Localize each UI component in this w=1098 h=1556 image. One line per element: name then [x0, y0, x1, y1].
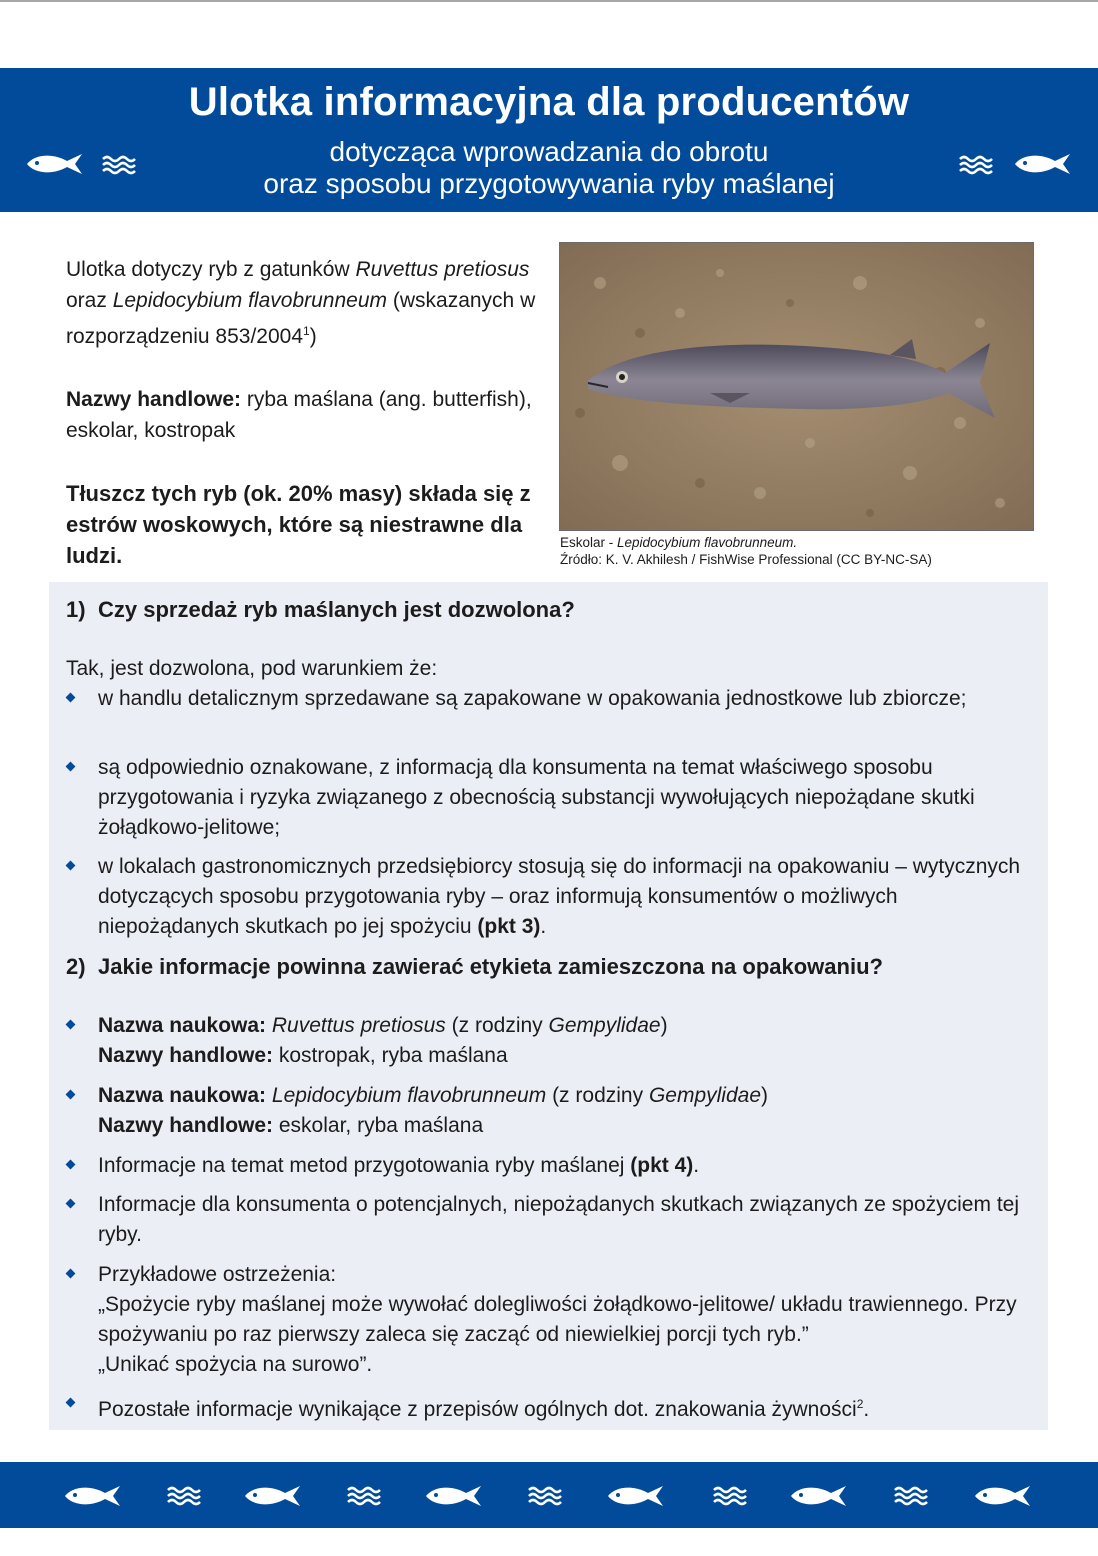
warning-quote: „Unikać spożycia na surowo”.: [98, 1353, 373, 1376]
top-rule: [0, 0, 1098, 2]
section-1-question: 1) Czy sprzedaż ryb maślanych jest dozwolona?: [66, 597, 575, 622]
intro-species-paragraph: Ulotka dotyczy ryb z gatunków Ruvettus pretiosus oraz Lepidocybium flavobrunneum (wskazanych w rozporządzeniu 853/2004$^1$): [66, 258, 536, 348]
list-item: są odpowiednio oznakowane, z informacją dla konsumenta na temat właściwego sposobu przygotowania i ryzyka związanego z obecnością substancji wywołujących niepożądane skutki żołądkowo-jelitowe;: [98, 753, 1038, 843]
wave-icon: [101, 154, 137, 176]
intro-fat-note: Tłuszcz tych ryb (ok. 20% masy) składa się z estrów woskowych, które są niestrawne dla ludzi.: [66, 481, 531, 568]
page-title: Ulotka informacyjna dla producentów: [188, 80, 910, 124]
page-subtitle-line-2: oraz sposobu przygotowywania ryby maślanej: [263, 168, 835, 199]
fish-icon: [63, 1484, 123, 1508]
wave-icon: [527, 1485, 563, 1507]
photo-caption: Eskolar - Lepidocybium flavobrunneum. Źródło: K. V. Akhilesh / FishWise Professional (CC BY-NC-SA): [560, 535, 932, 567]
list-item: Nazwa naukowa: Lepidocybium flavobrunneum (z rodziny Gempylidae) Nazwy handlowe: eskolar, ryba maślana: [98, 1081, 1038, 1141]
intro-trade-names: Nazwy handlowe: ryba maślana (ang. butterfish), eskolar, kostropak: [66, 388, 532, 442]
fish-icon: [789, 1484, 849, 1508]
list-item: w handlu detalicznym sprzedawane są zapakowane w opakowania jednostkowe lub zbiorcze;: [98, 684, 1038, 714]
header-banner: [0, 68, 1098, 212]
wave-icon: [893, 1485, 929, 1507]
fish-icon: [25, 152, 85, 176]
list-item: w lokalach gastronomicznych przedsiębiorcy stosują się do informacji na opakowaniu – wytycznych dotyczących sposobu przygotowania ryby – oraz informują konsumentów o możliwych niepożądanych skutkach po jej spożyciu (pkt 3).: [98, 852, 1038, 942]
footer-banner: [0, 1462, 1098, 1528]
list-item: Informacje dla konsumenta o potencjalnych, niepożądanych skutkach związanych ze spożyciem tej ryby.: [98, 1190, 1038, 1250]
wave-icon: [712, 1485, 748, 1507]
fish-icon: [606, 1484, 666, 1508]
list-item: Informacje na temat metod przygotowania ryby maślanej (pkt 4).: [98, 1151, 1038, 1181]
wave-icon: [166, 1485, 202, 1507]
wave-icon: [346, 1485, 382, 1507]
section-1-intro: Tak, jest dozwolona, pod warunkiem że:: [66, 657, 438, 680]
intro-text: [66, 254, 536, 603]
page-subtitle-line-1: dotycząca wprowadzania do obrotu: [329, 136, 769, 167]
list-item: Przykładowe ostrzeżenia: „Spożycie ryby maślanej może wywołać dolegliwości żołądkowo-jelitowe/ układu trawiennego. Przy spożywaniu po raz pierwszy zaleca się zacząć od niewielkiej porcji tych ryb.” „Unikać spożycia na surowo”.: [98, 1260, 1038, 1380]
list-item: Pozostałe informacje wynikające z przepisów ogólnych dot. znakowania żywności$^2$.: [98, 1389, 1038, 1425]
list-item: Nazwa naukowa: Ruvettus pretiosus (z rodziny Gempylidae) Nazwy handlowe: kostropak, ryba maślana: [98, 1011, 1038, 1071]
fish-photo: [559, 242, 1034, 531]
section-2-question: 2) Jakie informacje powinna zawierać etykieta zamieszczona na opakowaniu?: [66, 954, 883, 979]
warning-quote: „Spożycie ryby maślanej może wywołać dolegliwości żołądkowo-jelitowe/ układu trawiennego. Przy spożywaniu po raz pierwszy zaleca się zacząć od niewielkiej porcji tych ryb.”: [98, 1293, 1017, 1346]
fish-icon: [424, 1484, 484, 1508]
fish-icon: [243, 1484, 303, 1508]
fish-icon: [973, 1484, 1033, 1508]
wave-icon: [958, 154, 994, 176]
fish-icon: [1013, 152, 1073, 176]
